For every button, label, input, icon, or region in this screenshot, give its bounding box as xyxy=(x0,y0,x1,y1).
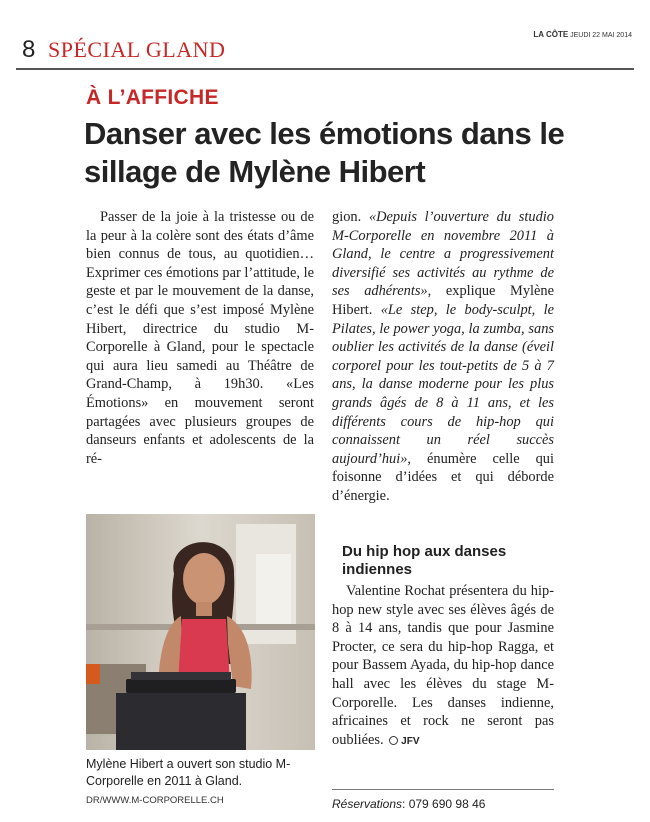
col3-text: Valentine Rochat présentera du hip-hop new style avec ses élèves âgés de 8 à 14 ans, tandis que pour Jasmine Procter, ce sera du hip-hop Ragga, et pour Bassem Ayada, du hip-hop dance hall avec les élèves du stage M-Corporelle. Les danses indienne, africaines et rock ne seront pas oubliées. xyxy=(332,583,554,748)
photo-credit: DR/WWW.M-CORPORELLE.CH xyxy=(86,795,224,806)
col2-quote-1: «Depuis l’ouverture du studio M-Corporelle en novembre 2011 à Gland, le centre a progressivement diversifié ses activités au rythme de ses adhérents» xyxy=(332,209,554,300)
photo-caption: Mylène Hibert a ouvert son studio M-Corporelle en 2011 à Gland. xyxy=(86,757,291,788)
article-column-2 xyxy=(332,208,554,506)
col2-text-a: gion. xyxy=(332,209,369,225)
photo-illustration xyxy=(86,514,315,750)
section-title: SPÉCIAL GLAND xyxy=(48,37,226,62)
page-header xyxy=(16,30,634,68)
article-column-3 xyxy=(332,582,554,751)
article-column-1: Passer de la joie à la tristesse ou de la peur à la colère sont des états d’âme bien connus de tous, au quotidien… Exprimer ces émotions par l’attitude, le geste et par le mouvement de la danse, c’est le défi que s’est imposé Mylène Hibert, directrice du studio M-Corporelle à Gland, pour le spectacle qui aura lieu samedi au Théâtre de Grand-Champ, à 19h30. «Les Émotions» en mouvement seront partagées avec plusieurs groupes de danseurs enfants et adolescents de la ré- xyxy=(86,209,314,467)
col2-text-c: , énumère celle qui foisonne d’idées et qui déborde d’énergie. xyxy=(332,450,554,504)
author-initials: JFV xyxy=(401,735,420,747)
reservations-line xyxy=(332,797,485,811)
newspaper-dateline xyxy=(533,30,632,39)
page-number: 8 xyxy=(22,36,36,63)
article-kicker: À L’AFFICHE xyxy=(86,86,219,109)
issue-date: JEUDI 22 MAI 2014 xyxy=(570,32,632,39)
reservations-rule xyxy=(332,789,554,790)
article-photo xyxy=(86,514,315,750)
newspaper-name: LA CÔTE xyxy=(533,30,569,39)
author-bullet-icon xyxy=(389,736,398,745)
article-headline: Danser avec les émotions dans le sillage de Mylène Hibert xyxy=(84,116,565,189)
header-rule xyxy=(16,68,634,70)
article-subhead: Du hip hop aux danses indiennes xyxy=(342,543,507,578)
col2-quote-2: «Le step, le body-sculpt, le Pilates, le power yoga, la zumba, sans oublier les activités de la danse (éveil corporel pour les tout-petits de 5 à 7 ans, la danse moderne pour les plus grands âgés de 8 à 11 ans, et les différents cours de hip-hop qui connaissent un réel succès aujourd’hui» xyxy=(332,301,554,467)
col2-text-b: , explique Mylène Hibert. xyxy=(332,283,554,318)
reservations-phone: : 079 690 98 46 xyxy=(402,797,486,811)
reservations-label: Réservations xyxy=(332,797,403,811)
